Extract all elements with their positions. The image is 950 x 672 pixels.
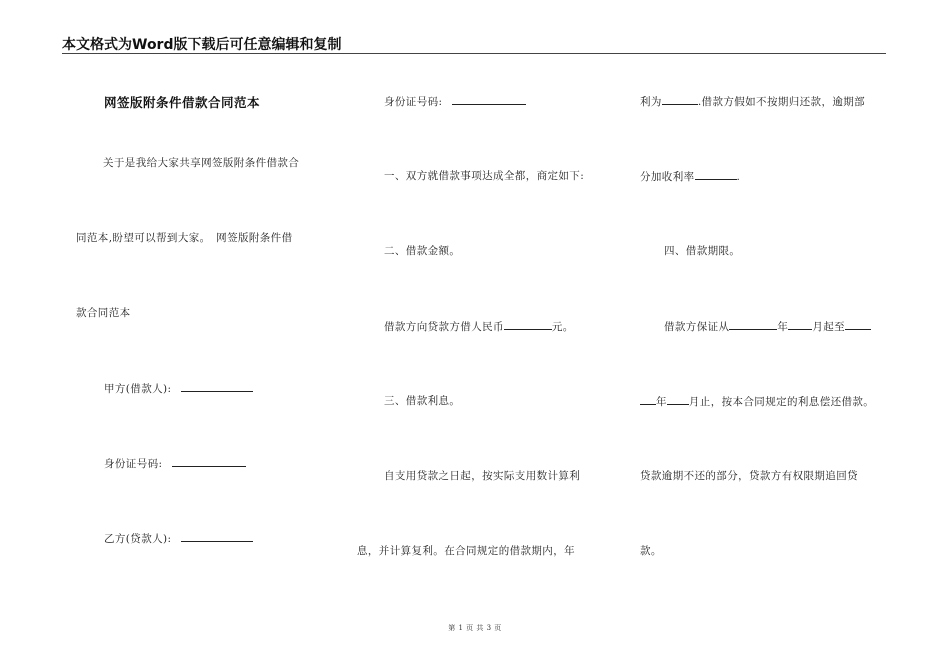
party-b-label: 乙方(贷款人): xyxy=(104,533,172,545)
term-end-year-unit: 年 xyxy=(656,396,667,408)
loan-term-line-1 xyxy=(664,318,871,334)
interest-rate-line xyxy=(640,93,865,109)
party-a-id-blank xyxy=(172,455,246,467)
term-until-label: 月起至 xyxy=(812,321,846,333)
loan-amount-unit: 元。 xyxy=(551,321,574,333)
term-start-label: 借款方保证从 xyxy=(664,321,730,333)
penalty-rate-line xyxy=(640,168,740,184)
party-a-blank xyxy=(181,380,253,392)
party-b-line xyxy=(104,530,253,546)
party-b-id-line xyxy=(384,93,526,109)
clause-2-heading: 二、借款金额。 xyxy=(384,245,461,257)
download-notice-header: 本文格式为Word版下载后可任意编辑和复制 xyxy=(62,37,342,53)
interest-rate-blank xyxy=(662,93,698,105)
overdue-recovery-line-2: 款。 xyxy=(640,545,662,557)
interest-line-1: 自支用贷款之日起，按实际支用数计算利 xyxy=(384,470,581,482)
term-end-month-blank xyxy=(667,393,689,405)
term-start-year-blank xyxy=(729,318,777,330)
clause-1-line: 一、双方就借款事项达成全都，商定如下: xyxy=(384,170,585,182)
loan-amount-line xyxy=(384,318,574,334)
party-b-id-blank xyxy=(452,93,526,105)
overdue-text: .借款方假如不按期归还款，逾期部 xyxy=(697,96,866,108)
header-divider xyxy=(62,53,886,54)
term-year-unit: 年 xyxy=(777,321,789,333)
term-end-text: 月止，按本合同规定的利息偿还借款。 xyxy=(688,396,875,408)
clause-3-heading: 三、借款利息。 xyxy=(384,395,461,407)
loan-amount-blank xyxy=(504,318,552,330)
document-title: 网签版附条件借款合同范本 xyxy=(104,95,261,110)
loan-term-line-2 xyxy=(640,393,874,409)
party-a-line xyxy=(104,380,253,396)
party-a-id-line xyxy=(104,455,246,471)
clause-4-heading: 四、借款期限。 xyxy=(664,245,741,257)
party-a-label: 甲方(借款人): xyxy=(104,383,172,395)
term-start-month-blank xyxy=(788,318,812,330)
overdue-recovery-line-1: 贷款逾期不还的部分，贷款方有权限期追回贷 xyxy=(640,470,858,482)
intro-line-1: 关于是我给大家共享网签版附条件借款合 xyxy=(103,157,300,169)
penalty-rate-label: 分加收利率 xyxy=(640,171,695,183)
interest-rate-label: 利为 xyxy=(640,96,662,108)
intro-line-2: 同范本,盼望可以帮到大家。 网签版附条件借 xyxy=(76,232,293,244)
page-number: 第 1 页 共 3 页 xyxy=(448,624,502,632)
loan-amount-label: 借款方向贷款方借人民币 xyxy=(384,321,504,333)
term-end-year-blank xyxy=(640,393,656,405)
intro-line-3: 款合同范本 xyxy=(76,307,131,319)
party-a-id-label: 身份证号码: xyxy=(104,458,163,470)
party-b-blank xyxy=(181,530,253,542)
interest-line-2: 息，并计算复利。在合同规定的借款期内，年 xyxy=(357,545,575,557)
penalty-rate-blank xyxy=(695,168,737,180)
party-b-id-label: 身份证号码: xyxy=(384,96,443,108)
term-end-blank xyxy=(845,318,871,330)
penalty-rate-period: . xyxy=(736,171,741,183)
